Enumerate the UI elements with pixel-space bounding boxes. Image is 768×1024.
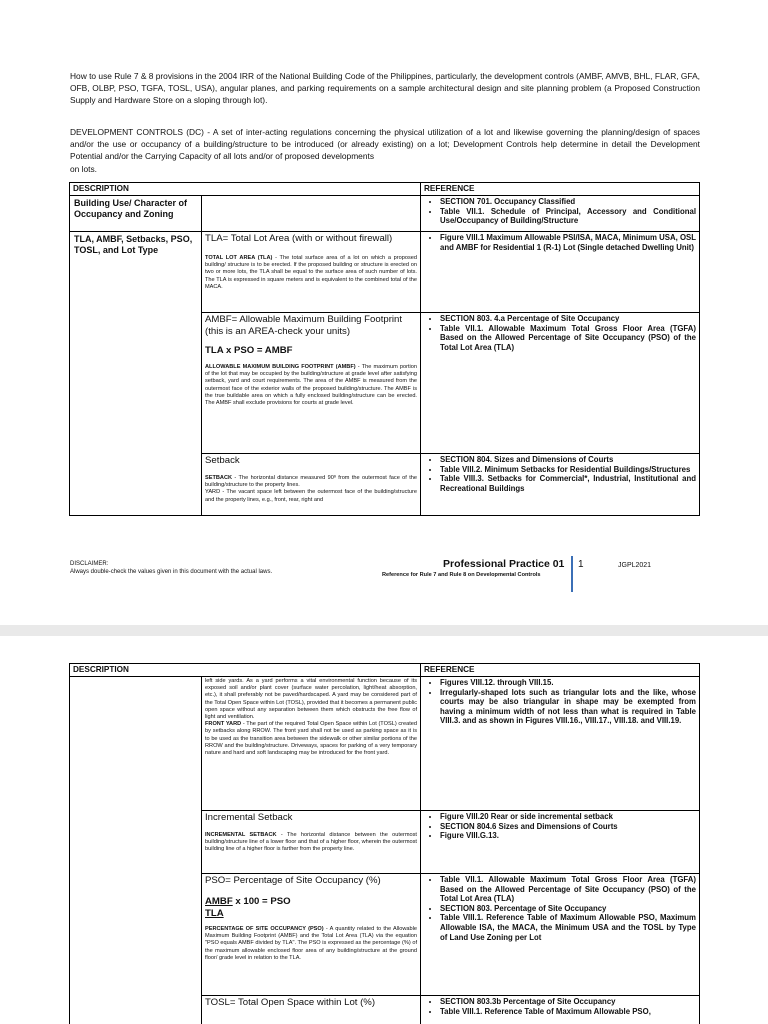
pso-title: PSO= Percentage of Site Occupancy (%) [205, 875, 381, 886]
reference-item: • SECTION 804. Sizes and Dimensions of Courts [440, 455, 696, 465]
footer-author: JGPL2021 [618, 562, 652, 569]
pso-definition: PERCENTAGE OF SITE OCCUPANCY (PSO) - A quantity related to the Allowable Maximum Building Footprint (AMBF) and the Total Lot Area (TLA) via the equation "PSO equals AMBF divided by TLA". The PSO is expressed as the percentage (%) of the maximum allowable enclosed floor area of any building/structure at the ground floor/ grade level in relation to the TLA. [205, 926, 417, 961]
row-label-building-use: Building Use/ Character of Occupancy and Zoning [70, 196, 202, 232]
incremental-definition: INCREMENTAL SETBACK - The horizontal distance between the outermost building/structure line of a lower floor and that of a higher floor, wherein the outermost building line of a higher floor is farther from the property line. [205, 832, 417, 853]
reference-cell [421, 874, 700, 996]
reference-item: • SECTION 701. Occupancy Classified [440, 197, 696, 207]
dc-definition-tail: on lots. [70, 163, 98, 174]
footer-divider [571, 556, 573, 592]
reference-item: • Table VII.1. Allowable Maximum Total Gross Floor Area (TGFA) Based on the Allowed Percentage of Site Occupancy (PSO) of the Total Lot Area (TLA) [440, 875, 696, 904]
reference-cell [421, 313, 700, 454]
header-reference: REFERENCE [421, 183, 700, 196]
table-header-row [70, 183, 700, 196]
reference-cell [421, 677, 700, 811]
header-description: DESCRIPTION [70, 664, 421, 677]
reference-cell [421, 454, 700, 516]
page-number: 1 [578, 559, 584, 570]
reference-cell [421, 811, 700, 874]
reference-item: • SECTION 803. 4.a Percentage of Site Occupancy [440, 314, 696, 324]
reference-item: • Table VIII.3. Setbacks for Commercial*, Industrial, Institutional and Recreational Buildings [440, 474, 696, 493]
reference-item: • SECTION 803. Percentage of Site Occupancy [440, 904, 696, 914]
reference-item: • Irregularly-shaped lots such as triangular lots and the like, whose courts may be also triangular in shape may be exempted from having a minimum width of not less than what is required in Table VIII.3. and as shown in Figures VIII.16., VIII.17., VIII.18. and VIII.19. [440, 688, 696, 726]
table-header-row [70, 664, 700, 677]
pso-cell [202, 874, 421, 996]
dc-table-page-1 [69, 182, 700, 516]
incremental-setback-cell [202, 811, 421, 874]
setback-cell [202, 454, 421, 516]
tosl-cell [202, 996, 421, 1024]
tla-definition: TOTAL LOT AREA (TLA) - The total surface area of a lot on which a proposed building/ structure is to be erected. If the proposed building or structure is erected on two or more lots, the TLA shall be equal to the surface area of such number of lots. The TLA is expressed in square meters and is equivalent to the combined total of the MACA. [205, 255, 418, 290]
reference-item: • Figure VIII.20 Rear or side incremental setback [440, 812, 696, 822]
table-row [70, 232, 700, 313]
reference-cell [421, 996, 700, 1024]
setback-title: Setback [205, 455, 240, 466]
reference-item: • Table VII.1. Schedule of Principal, Accessory and Conditional Use/Occupancy of Building/Structure [440, 207, 696, 226]
ambf-formula: TLA x PSO = AMBF [205, 345, 293, 356]
footer-subtitle: Reference for Rule 7 and Rule 8 on Developmental Controls [382, 572, 541, 578]
header-description: DESCRIPTION [70, 183, 421, 196]
ambf-title: AMBF= Allowable Maximum Building Footprint (this is an AREA-check your units) [205, 314, 403, 337]
footer-title: Professional Practice 01 [443, 558, 565, 570]
incremental-title: Incremental Setback [205, 812, 293, 823]
intro-paragraph-1: How to use Rule 7 & 8 provisions in the 2004 IRR of the National Building Code of the Philippines, particularly, the development controls (AMBF, AMVB, BHL, FLAR, GFA, OFB, OLBP, PSO, TGFA, TOSL, USA), angular planes, and parking requirements on a sample architectural design and site planning problem (a Proposed Construction Supply and Hardware Store on a sloping through lot). [70, 71, 700, 106]
reference-item: • SECTION 803.3b Percentage of Site Occupancy [440, 997, 696, 1007]
intro-paragraph-2 [70, 126, 700, 175]
tla-title: TLA= Total Lot Area (with or without firewall) [205, 233, 393, 244]
page-2 [0, 636, 768, 1024]
disclaimer-text: Always double-check the values given in this document with the actual laws. [70, 569, 273, 575]
ambf-definition: ALLOWABLE MAXIMUM BUILDING FOOTPRINT (AMBF) - The maximum portion of the lot that may be occupied by the building/structure at grade level after satisfying setback, yard and court requirements. The area of the AMBF is measured from the outermost face of the exterior walls of the proposed building/structure. The AMBF is the true buildable area on which a fully enclosed building/structure can be erected. The AMBF shall exclude provisions for courts at grade level. [205, 364, 417, 407]
disclaimer-title: DISCLAIMER: [70, 561, 109, 567]
setback-definition: SETBACK - The horizontal distance measured 90º from the outermost face of the building/structure to the property lines. YARD - The vacant space left between the outermost face of the building/structure and the property lines, e.g., front, rear, right and [205, 475, 417, 503]
reference-item: • Table VIII.1. Reference Table of Maximum Allowable PSO, [440, 1007, 696, 1017]
pso-formula: AMBF x 100 = PSO TLA [205, 896, 291, 919]
dc-table-page-2 [69, 663, 700, 1024]
empty-label-cell [70, 677, 202, 1024]
reference-cell [421, 196, 700, 232]
tosl-title: TOSL= Total Open Space within Lot (%) [205, 997, 376, 1008]
dc-definition: DEVELOPMENT CONTROLS (DC) - A set of inter-acting regulations concerning the physical utilization of a lot and likewise governing the planning/design of spaces and/or the use or occupancy of a building/structure to be introduced (or already existing) on a lot; Development Controls help determine in detail the Development Potential and/or the Carrying Capacity of all lots and/or of proposed developments [70, 127, 700, 162]
table-row [70, 677, 700, 811]
table-row [70, 196, 700, 232]
reference-item: • Table VIII.2. Minimum Setbacks for Residential Buildings/Structures [440, 465, 696, 475]
tla-cell [202, 232, 421, 313]
reference-item: • SECTION 804.6 Sizes and Dimensions of Courts [440, 822, 696, 832]
row-label-tla-group: TLA, AMBF, Setbacks, PSO, TOSL, and Lot Type [70, 232, 202, 516]
disclaimer [70, 560, 272, 576]
empty-cell [202, 196, 421, 232]
header-reference: REFERENCE [421, 664, 700, 677]
reference-item: • Figure VIII.1 Maximum Allowable PSI/ISA, MACA, Minimum USA, OSL and AMBF for Residential 1 (R-1) Lot (Single detached Dwelling Unit) [440, 233, 696, 252]
reference-item: • Figures VIII.12. through VIII.15. [440, 678, 696, 688]
reference-item: • Figure VIII.G.13. [440, 831, 696, 841]
reference-cell [421, 232, 700, 313]
reference-item: • Table VIII.1. Reference Table of Maximum Allowable PSO, Maximum Allowable ISA, the MACA, the Minimum USA and the TOSL by Type of Land Use Zoning per Lot [440, 913, 696, 942]
yard-definition: left side yards. As a yard performs a vital environmental function because of its exposed soil and/or plant cover (surface water percolation, light/heat absorption, etc.), it shall preferably not be paved/hardscaped. A yard may be considered part of the Total Open Space within Lot (TOSL), provided that it becomes a permanent public open space without any separation between them which obstructs the free flow of light and ventilation. FRONT YARD - The part of the required Total Open Space within Lot (TOSL) created by setbacks along RROW. The front yard shall not be used as parking space as it is to be used as the transition area between the sidewalk or other similar portions of the RROW and the building/structure. Driveways, spaces for parking of a very temporary nature and hard and soft landscaping may be introduced for the front yard. [205, 678, 417, 757]
reference-item: • Table VII.1. Allowable Maximum Total Gross Floor Area (TGFA) Based on the Allowed Percentage of Site Occupancy (PSO) of the Total Lot Area (TLA) [440, 324, 696, 353]
yard-continued-cell [202, 677, 421, 811]
ambf-cell [202, 313, 421, 454]
